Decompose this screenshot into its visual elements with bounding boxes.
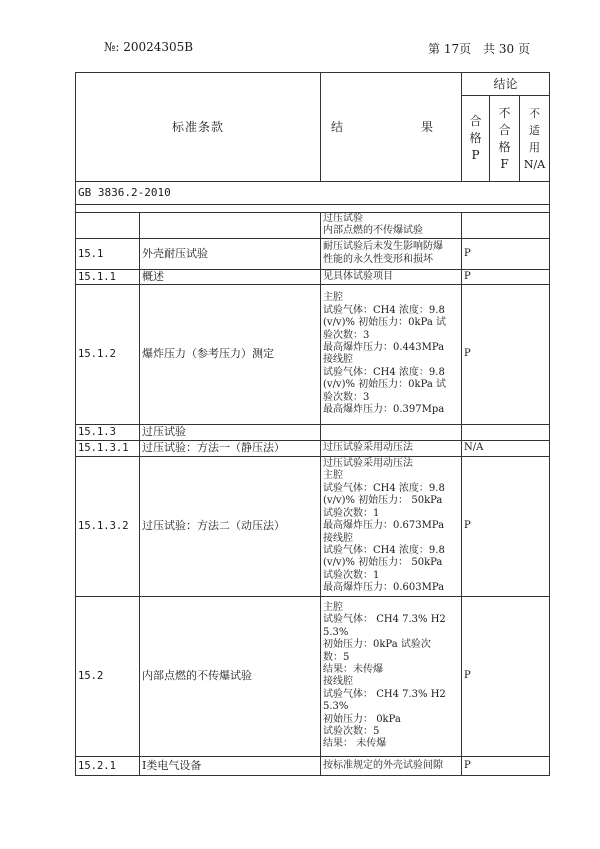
column-header-clause: 标准条款 bbox=[76, 73, 321, 182]
result-line: 验次数：3 bbox=[323, 329, 370, 341]
table-row bbox=[76, 213, 550, 239]
result-text bbox=[321, 238, 462, 269]
result-line: 最高爆炸压力：0.443MPa bbox=[323, 341, 445, 353]
subheader-fail: 不 合 格 F bbox=[490, 96, 520, 182]
clause-title: Ⅰ类电气设备 bbox=[140, 756, 321, 775]
result-line: 最高爆炸压力：0.603MPa bbox=[323, 582, 445, 594]
conclusion-mark: P bbox=[462, 456, 550, 596]
result-text bbox=[321, 269, 462, 284]
result-line: 接线腔 bbox=[323, 354, 354, 366]
table-row bbox=[76, 424, 550, 440]
clause-title: 内部点燃的不传爆试验 bbox=[140, 596, 321, 756]
result-line: 验次数：3 bbox=[323, 391, 370, 403]
table-row bbox=[76, 238, 550, 269]
result-line: 最高爆炸压力：0.397Mpa bbox=[323, 403, 445, 415]
result-line: 数：5 bbox=[323, 651, 350, 663]
clause-number bbox=[76, 213, 140, 239]
result-text bbox=[321, 213, 462, 239]
result-line: 过压试验采用动压法 bbox=[323, 458, 414, 470]
result-line: (v/v)% 初始压力： 50kPa bbox=[323, 495, 443, 507]
result-line: 初始压力： 0kPa bbox=[323, 713, 401, 725]
result-line: 试验气体：CH4 浓度：9.8 bbox=[323, 544, 445, 556]
spacer-row bbox=[76, 205, 550, 213]
test-results-table bbox=[75, 72, 550, 776]
page-current: 第 17页 bbox=[428, 42, 472, 56]
result-line: 结果：未传爆 bbox=[323, 663, 384, 675]
conclusion-mark bbox=[462, 213, 550, 239]
result-line: 5.3% bbox=[323, 701, 349, 713]
result-line: 接线腔 bbox=[323, 676, 354, 688]
table-row bbox=[76, 456, 550, 596]
result-line: 试验次数：1 bbox=[323, 569, 380, 581]
conclusion-mark: N/A bbox=[462, 440, 550, 456]
result-text bbox=[321, 284, 462, 424]
conclusion-mark: P bbox=[462, 756, 550, 775]
result-line: 试验气体： CH4 7.3% H2 bbox=[323, 688, 446, 700]
table-row bbox=[76, 284, 550, 424]
conclusion-mark: P bbox=[462, 596, 550, 756]
result-line: 试验气体： CH4 7.3% H2 bbox=[323, 614, 446, 626]
column-header-result: 结 果 bbox=[321, 73, 462, 182]
table-row bbox=[76, 440, 550, 456]
clause-number: 15.1 bbox=[76, 238, 140, 269]
subheader-pass: 合 格 P bbox=[462, 96, 490, 182]
clause-title: 概述 bbox=[140, 269, 321, 284]
clause-number: 15.2 bbox=[76, 596, 140, 756]
clause-title bbox=[140, 213, 321, 239]
result-line: 最高爆炸压力：0.673MPa bbox=[323, 520, 445, 532]
standard-reference: GB 3836.2-2010 bbox=[76, 182, 550, 205]
result-line: 试验次数：1 bbox=[323, 507, 380, 519]
result-line: (v/v)% 初始压力：0kPa 试 bbox=[323, 379, 447, 391]
clause-title: 外壳耐压试验 bbox=[140, 238, 321, 269]
result-line: 主腔 bbox=[323, 292, 344, 304]
table-row bbox=[76, 596, 550, 756]
result-line: 耐压试验后未发生影响防爆 bbox=[323, 241, 444, 253]
subheader-not-applicable: 不 适 用 N/A bbox=[520, 96, 550, 182]
conclusion-mark: P bbox=[462, 284, 550, 424]
result-text bbox=[321, 756, 462, 775]
conclusion-mark bbox=[462, 424, 550, 440]
result-line: 内部点燃的不传爆试验 bbox=[323, 225, 424, 237]
clause-number: 15.1.3.2 bbox=[76, 456, 140, 596]
result-line: (v/v)% 初始压力：0kPa 试 bbox=[323, 317, 447, 329]
result-line: 主腔 bbox=[323, 601, 344, 613]
clause-number: 15.1.3.1 bbox=[76, 440, 140, 456]
result-line: 主腔 bbox=[323, 470, 344, 482]
result-line: 按标准规定的外壳试验间隙 bbox=[323, 759, 444, 771]
result-line: 初始压力：0kPa 试验次 bbox=[323, 639, 431, 651]
clause-title: 过压试验：方法一（静压法） bbox=[140, 440, 321, 456]
clause-title: 过压试验 bbox=[140, 424, 321, 440]
column-header-conclusion: 结论 bbox=[462, 73, 550, 96]
result-line: 试验气体：CH4 浓度：9.8 bbox=[323, 482, 445, 494]
result-line: 见具体试验项目 bbox=[323, 270, 394, 282]
result-text bbox=[321, 456, 462, 596]
clause-number: 15.1.2 bbox=[76, 284, 140, 424]
result-text bbox=[321, 596, 462, 756]
result-line: 过压试验 bbox=[323, 213, 364, 224]
conclusion-mark: P bbox=[462, 269, 550, 284]
result-line: 试验气体：CH4 浓度：9.8 bbox=[323, 366, 445, 378]
clause-number: 15.1.1 bbox=[76, 269, 140, 284]
table-row bbox=[76, 756, 550, 775]
result-text bbox=[321, 440, 462, 456]
table-row bbox=[76, 269, 550, 284]
conclusion-mark: P bbox=[462, 238, 550, 269]
result-line: 结果： 未传爆 bbox=[323, 738, 387, 750]
result-line: 试验气体：CH4 浓度：9.8 bbox=[323, 304, 445, 316]
report-number: №: 20024305B bbox=[104, 40, 194, 54]
page-total: 共 30 页 bbox=[483, 42, 530, 56]
clause-title: 过压试验：方法二（动压法） bbox=[140, 456, 321, 596]
clause-number: 15.1.3 bbox=[76, 424, 140, 440]
result-text bbox=[321, 424, 462, 440]
result-line: 过压试验采用动压法 bbox=[323, 442, 414, 454]
result-line: 性能的永久性变形和损坏 bbox=[323, 253, 434, 265]
clause-title: 爆炸压力（参考压力）测定 bbox=[140, 284, 321, 424]
result-line: 5.3% bbox=[323, 626, 349, 638]
page-indicator bbox=[428, 40, 542, 57]
result-line: 接线腔 bbox=[323, 532, 354, 544]
result-line: 试验次数：5 bbox=[323, 725, 380, 737]
clause-number: 15.2.1 bbox=[76, 756, 140, 775]
result-line: (v/v)% 初始压力： 50kPa bbox=[323, 557, 443, 569]
